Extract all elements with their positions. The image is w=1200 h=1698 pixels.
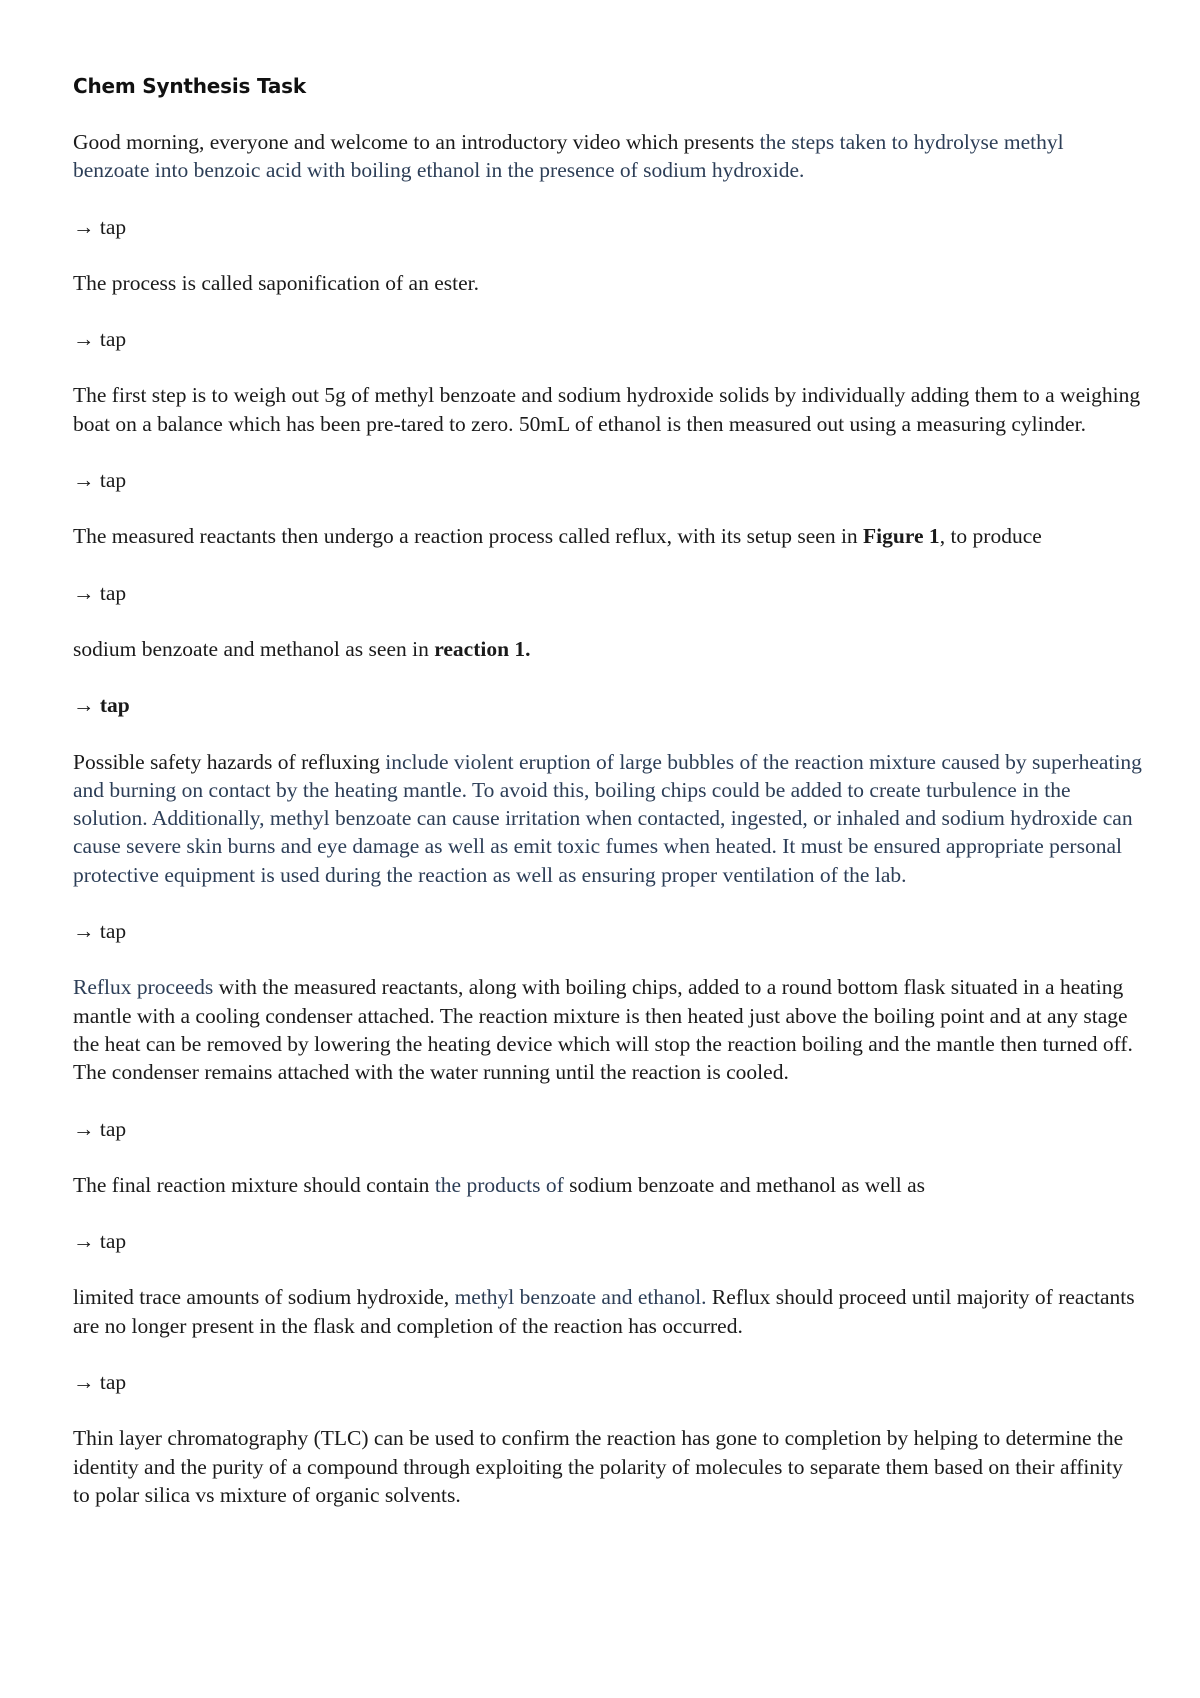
tap-marker: → tap (73, 1370, 127, 1395)
paragraph-intro (73, 128, 1143, 185)
tap-marker-bold: → tap (73, 693, 130, 718)
paragraph-reflux-text: The measured reactants then undergo a reaction process called reflux, with its setup seen in (73, 524, 864, 549)
paragraph-intro-highlight: the steps taken to hydrolyse methyl benzoate into benzoic acid with boiling ethanol in the presence of sodium hydroxide. (73, 130, 1064, 183)
paragraph-final-mixture-tail: sodium benzoate and methanol as well as (569, 1172, 925, 1197)
paragraph-saponification: The process is called saponification of an ester. (73, 270, 479, 295)
paragraph-final-mixture-lead: The final reaction mixture should contain (73, 1172, 435, 1197)
paragraph-final-mixture-highlight: the products of (434, 1172, 570, 1197)
tap-marker: → tap (73, 214, 127, 239)
paragraph-reflux-tail: , to produce (939, 524, 1042, 549)
paragraph-safety (73, 748, 1143, 889)
paragraph-safety-lead: Possible safety hazards of refluxing (73, 749, 386, 774)
paragraph-reflux-procedure (73, 973, 1143, 1086)
tap-marker: → tap (73, 1229, 127, 1254)
document-title: Chem Synthesis Task (73, 74, 306, 98)
tap-marker: → tap (73, 919, 127, 944)
paragraph-trace-lead: limited trace amounts of sodium hydroxide, (73, 1285, 455, 1310)
paragraph-intro-text: Good morning, everyone and welcome to an introductory video which presents (73, 130, 760, 154)
paragraph-trace-amounts (73, 1283, 1143, 1340)
paragraph-products-text: sodium benzoate and methanol as seen in (73, 636, 435, 661)
paragraph-reflux-intro (73, 522, 1143, 550)
paragraph-final-mixture (73, 1171, 1143, 1199)
paragraph-safety-body: include violent eruption of large bubbles of the reaction mixture caused by superheating and burning on contact by the heating mantle. To avoid this, boiling chips could be added to create turbulence in the solution. Additionally, methyl benzoate can cause irritation when contacted, ingested, or inhaled and sodium hydroxide can cause severe skin burns and eye damage as well as emit toxic fumes when heated. It must be ensured appropriate personal protective equipment is used during the reaction as well as ensuring proper ventilation of the lab. (73, 749, 1142, 887)
tap-marker: → tap (73, 327, 127, 352)
paragraph-tlc: Thin layer chromatography (TLC) can be used to confirm the reaction has gone to completion by helping to determine the identity and the purity of a compound through exploiting the polarity of molecules to separate them based on their affinity to polar silica vs mixture of organic solvents. (73, 1426, 1124, 1507)
paragraph-trace-highlight: methyl benzoate and ethanol. (454, 1285, 707, 1310)
tap-marker: → tap (73, 580, 127, 605)
paragraph-reflux-procedure-lead: Reflux proceeds (73, 975, 219, 1000)
tap-marker: → tap (73, 468, 127, 493)
paragraph-products (73, 635, 1143, 663)
paragraph-reflux-procedure-body: with the measured reactants, along with boiling chips, added to a round bottom flask situated in a heating mantle with a cooling condenser attached. The reaction mixture is then heated just above the boiling point and at any stage the heat can be removed by lowering the heating device which will stop the reaction boiling and the mantle then turned off. The condenser remains attached with the water running until the reaction is cooled. (73, 975, 1133, 1085)
figure-1-reference: Figure 1 (863, 524, 940, 549)
reaction-1-reference: reaction 1. (434, 636, 531, 661)
tap-marker: → tap (73, 1116, 127, 1141)
paragraph-trace-tail: Reflux should proceed until majority of reactants are no longer present in the flask and completion of the reaction has occurred. (73, 1285, 1135, 1338)
paragraph-weighing: The first step is to weigh out 5g of methyl benzoate and sodium hydroxide solids by individually adding them to a weighing boat on a balance which has been pre-tared to zero. 50mL of ethanol is then measured out using a measuring cylinder. (73, 383, 1141, 436)
document-page (73, 72, 1143, 1537)
